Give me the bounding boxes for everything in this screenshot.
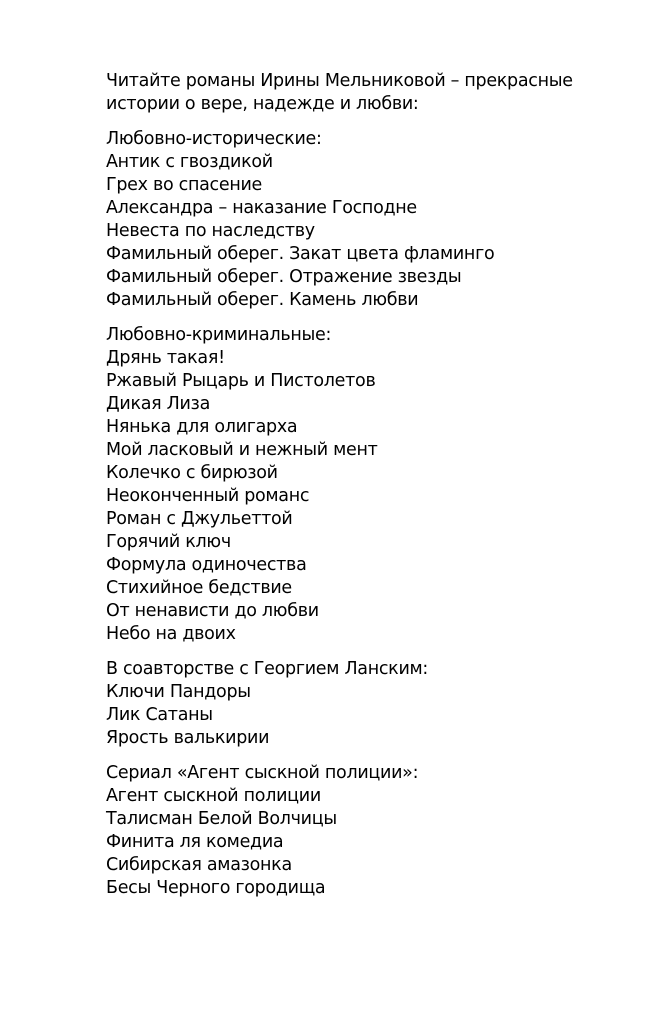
book-title: Горячий ключ — [106, 532, 231, 552]
book-title: Антик с гвоздикой — [106, 152, 273, 172]
book-title: Неоконченный романс — [106, 486, 310, 506]
book-title: Финита ля комедиа — [106, 832, 284, 852]
section-heading: Любовно-исторические: — [106, 129, 322, 149]
book-title: Ярость валькирии — [106, 728, 270, 748]
book-title: Дрянь такая! — [106, 348, 225, 368]
intro-line-2: истории о вере, надежде и любви: — [106, 94, 419, 114]
book-title: Агент сыскной полиции — [106, 786, 321, 806]
book-title: Талисман Белой Волчицы — [106, 809, 337, 829]
book-title: Фамильный оберег. Камень любви — [106, 290, 419, 310]
section-coauthored — [106, 658, 626, 750]
book-title: Колечко с бирюзой — [106, 463, 278, 483]
book-title: Александра – наказание Господне — [106, 198, 417, 218]
book-title: Ржавый Рыцарь и Пистолетов — [106, 371, 376, 391]
book-title: Стихийное бедствие — [106, 578, 292, 598]
book-title: Невеста по наследству — [106, 221, 315, 241]
book-title: Лик Сатаны — [106, 705, 213, 725]
book-title: Роман с Джульеттой — [106, 509, 293, 529]
book-title: Ключи Пандоры — [106, 682, 251, 702]
book-title: Мой ласковый и нежный мент — [106, 440, 378, 460]
intro-block — [106, 70, 626, 116]
book-title: Фамильный оберег. Закат цвета фламинго — [106, 244, 495, 264]
book-title: От ненависти до любви — [106, 601, 319, 621]
book-title: Грех во спасение — [106, 175, 263, 195]
intro-line-1: Читайте романы Ирины Мельниковой – прекрасные — [106, 71, 573, 91]
book-title: Дикая Лиза — [106, 394, 210, 414]
section-heading: В соавторстве с Георгием Ланским: — [106, 659, 429, 679]
section-heading: Сериал «Агент сыскной полиции»: — [106, 763, 419, 783]
section-criminal — [106, 324, 626, 646]
book-title: Бесы Черного городища — [106, 878, 326, 898]
book-title: Небо на двоих — [106, 624, 236, 644]
book-title: Формула одиночества — [106, 555, 307, 575]
section-heading: Любовно-криминальные: — [106, 325, 332, 345]
book-list-page — [106, 70, 626, 900]
section-historical — [106, 128, 626, 312]
book-title: Нянька для олигарха — [106, 417, 298, 437]
book-title: Сибирская амазонка — [106, 855, 292, 875]
section-series — [106, 762, 626, 900]
book-title: Фамильный оберег. Отражение звезды — [106, 267, 462, 287]
